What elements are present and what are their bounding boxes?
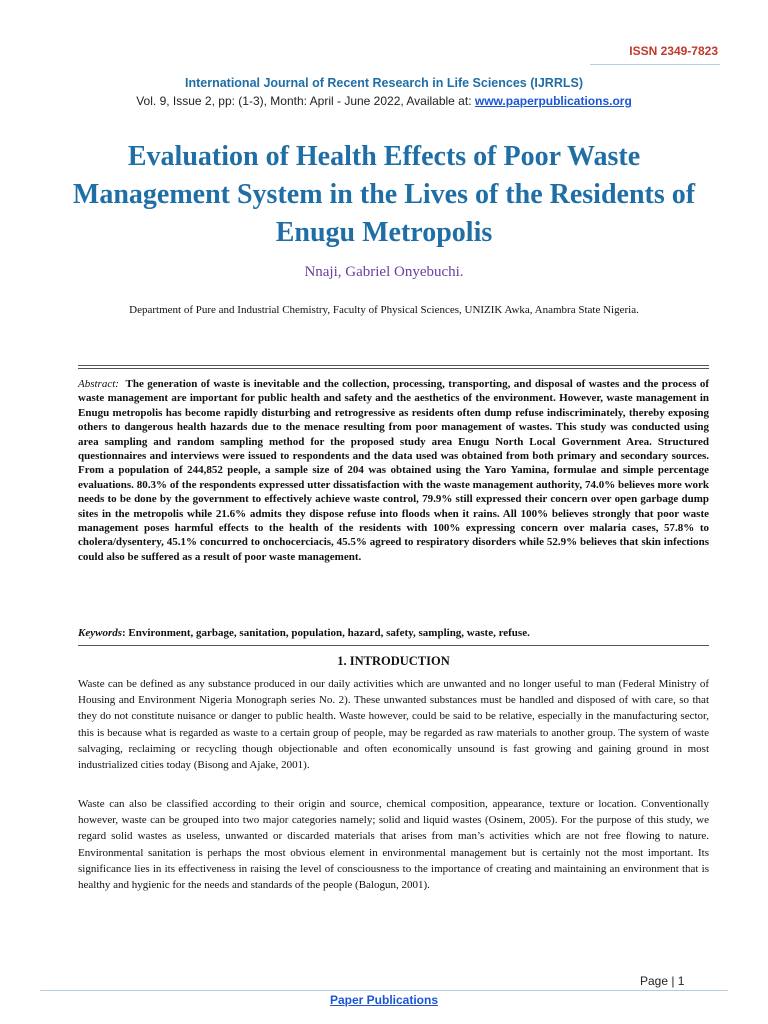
keywords	[78, 627, 709, 639]
body-paragraph-1: Waste can be defined as any substance produced in our daily activities which are unwanted and no longer useful to man (Federal Ministry of Housing and Environment Nigeria Monograph series No. 2). These unwanted substances must be handled and disposed of with care, so that they do not constitute nuisance or danger to public health. Waste however, could be said to be relative, especially in the manufacturing sector, this is because what is regarded as waste to a certain group of people, may be regarded as raw materials to another group. The system of waste salvaging, reclaiming or recycling though objectionable and often economically unsound is fast growing and gaining ground in most industrialized cities today (Bisong and Ajake, 2001).	[78, 678, 709, 772]
publisher-link[interactable]: Paper Publications	[329, 993, 439, 1007]
paper-title: Evaluation of Health Effects of Poor Waste Management System in the Lives of the Residents of Enugu Metropolis	[72, 141, 696, 248]
keywords-label: Keywords	[78, 627, 122, 639]
keywords-rule	[78, 645, 709, 646]
website-link[interactable]: www.paperpublications.org	[474, 94, 632, 108]
page-number: Page | 1	[640, 974, 685, 988]
abstract-top-rule	[78, 365, 709, 366]
author-name: Nnaji, Gabriel Onyebuchi.	[304, 264, 464, 280]
affiliation: Department of Pure and Industrial Chemistry, Faculty of Physical Sciences, UNIZIK Awka, Anambra State Nigeria.	[129, 304, 639, 316]
issn-number: ISSN 2349-7823	[629, 44, 718, 58]
keywords-text: : Environment, garbage, sanitation, population, hazard, safety, sampling, waste, refuse.	[122, 627, 530, 639]
abstract-label: Abstract:	[78, 378, 119, 390]
volume-line	[40, 94, 728, 108]
abstract	[78, 377, 709, 564]
abstract-text: The generation of waste is inevitable and the collection, processing, transporting, and disposal of wastes and the process of waste management are important for public health and safety and the aesthetics of the environment. However, waste management in Enugu metropolis has become rapidly disturbing and retrogressive as residents often dump refuse indiscriminately, thereby exposing others to dangerous health hazards due to the menace resulting from poor management of wastes. This study was conducted using area sampling and random sampling method for the proposed study area Enugu North Local Government Area. Structured questionnaires and interviews were issued to respondents and the data used was obtained from both primary and secondary sources. From a population of 244,852 people, a sample size of 204 was obtained using the Yaro Yamina, formulae and simple percentage evaluations. 80.3% of the respondents expressed utter dissatisfaction with the waste management authority, 74.0% believes more work needs to be done by the government to effectively achieve waste control, 79.9% still expressed their concern over open garbage dump sites in the metropolis while 21.6% admits they dispose refuse into floods when it rains. All 100% believes strongly that poor waste management poses harmful effects to the health of the residents with 100% expressing concern over malaria cases, 57.8% to cholera/dysentery, 45.1% concurred to onchocerciacis, 45.5% agreed to respiratory disorders while 52.9% believes that skin infections could also be suffered as a result of poor waste management.	[78, 378, 709, 563]
issn-box	[590, 42, 720, 65]
journal-name: International Journal of Recent Research in Life Sciences (IJRRLS)	[184, 76, 584, 90]
section-heading: 1. INTRODUCTION	[337, 654, 450, 668]
volume-info: Vol. 9, Issue 2, pp: (1-3), Month: April - June 2022, Available at:	[136, 94, 475, 108]
body-paragraph-2: Waste can also be classified according to their origin and source, chemical composition, appearance, texture or location. Conventionally however, waste can be grouped into two major categories namely; solid and liquid wastes (Osinem, 2005). For the purpose of this study, we regard solid wastes as useless, unwanted or discarded materials that arises from man’s activities which are not free flowing to nature. Environmental sanitation is perhaps the most obvious element in environmental management but is certainly not the most important. Its significance lies in its effectiveness in raising the level of consciousness to the importance of creating and maintaining an environment that is healthy and hygienic for the needs and standards of the people (Balogun, 2001).	[78, 798, 709, 892]
footer-rule	[40, 990, 728, 991]
abstract-top-rule-2	[78, 368, 709, 369]
